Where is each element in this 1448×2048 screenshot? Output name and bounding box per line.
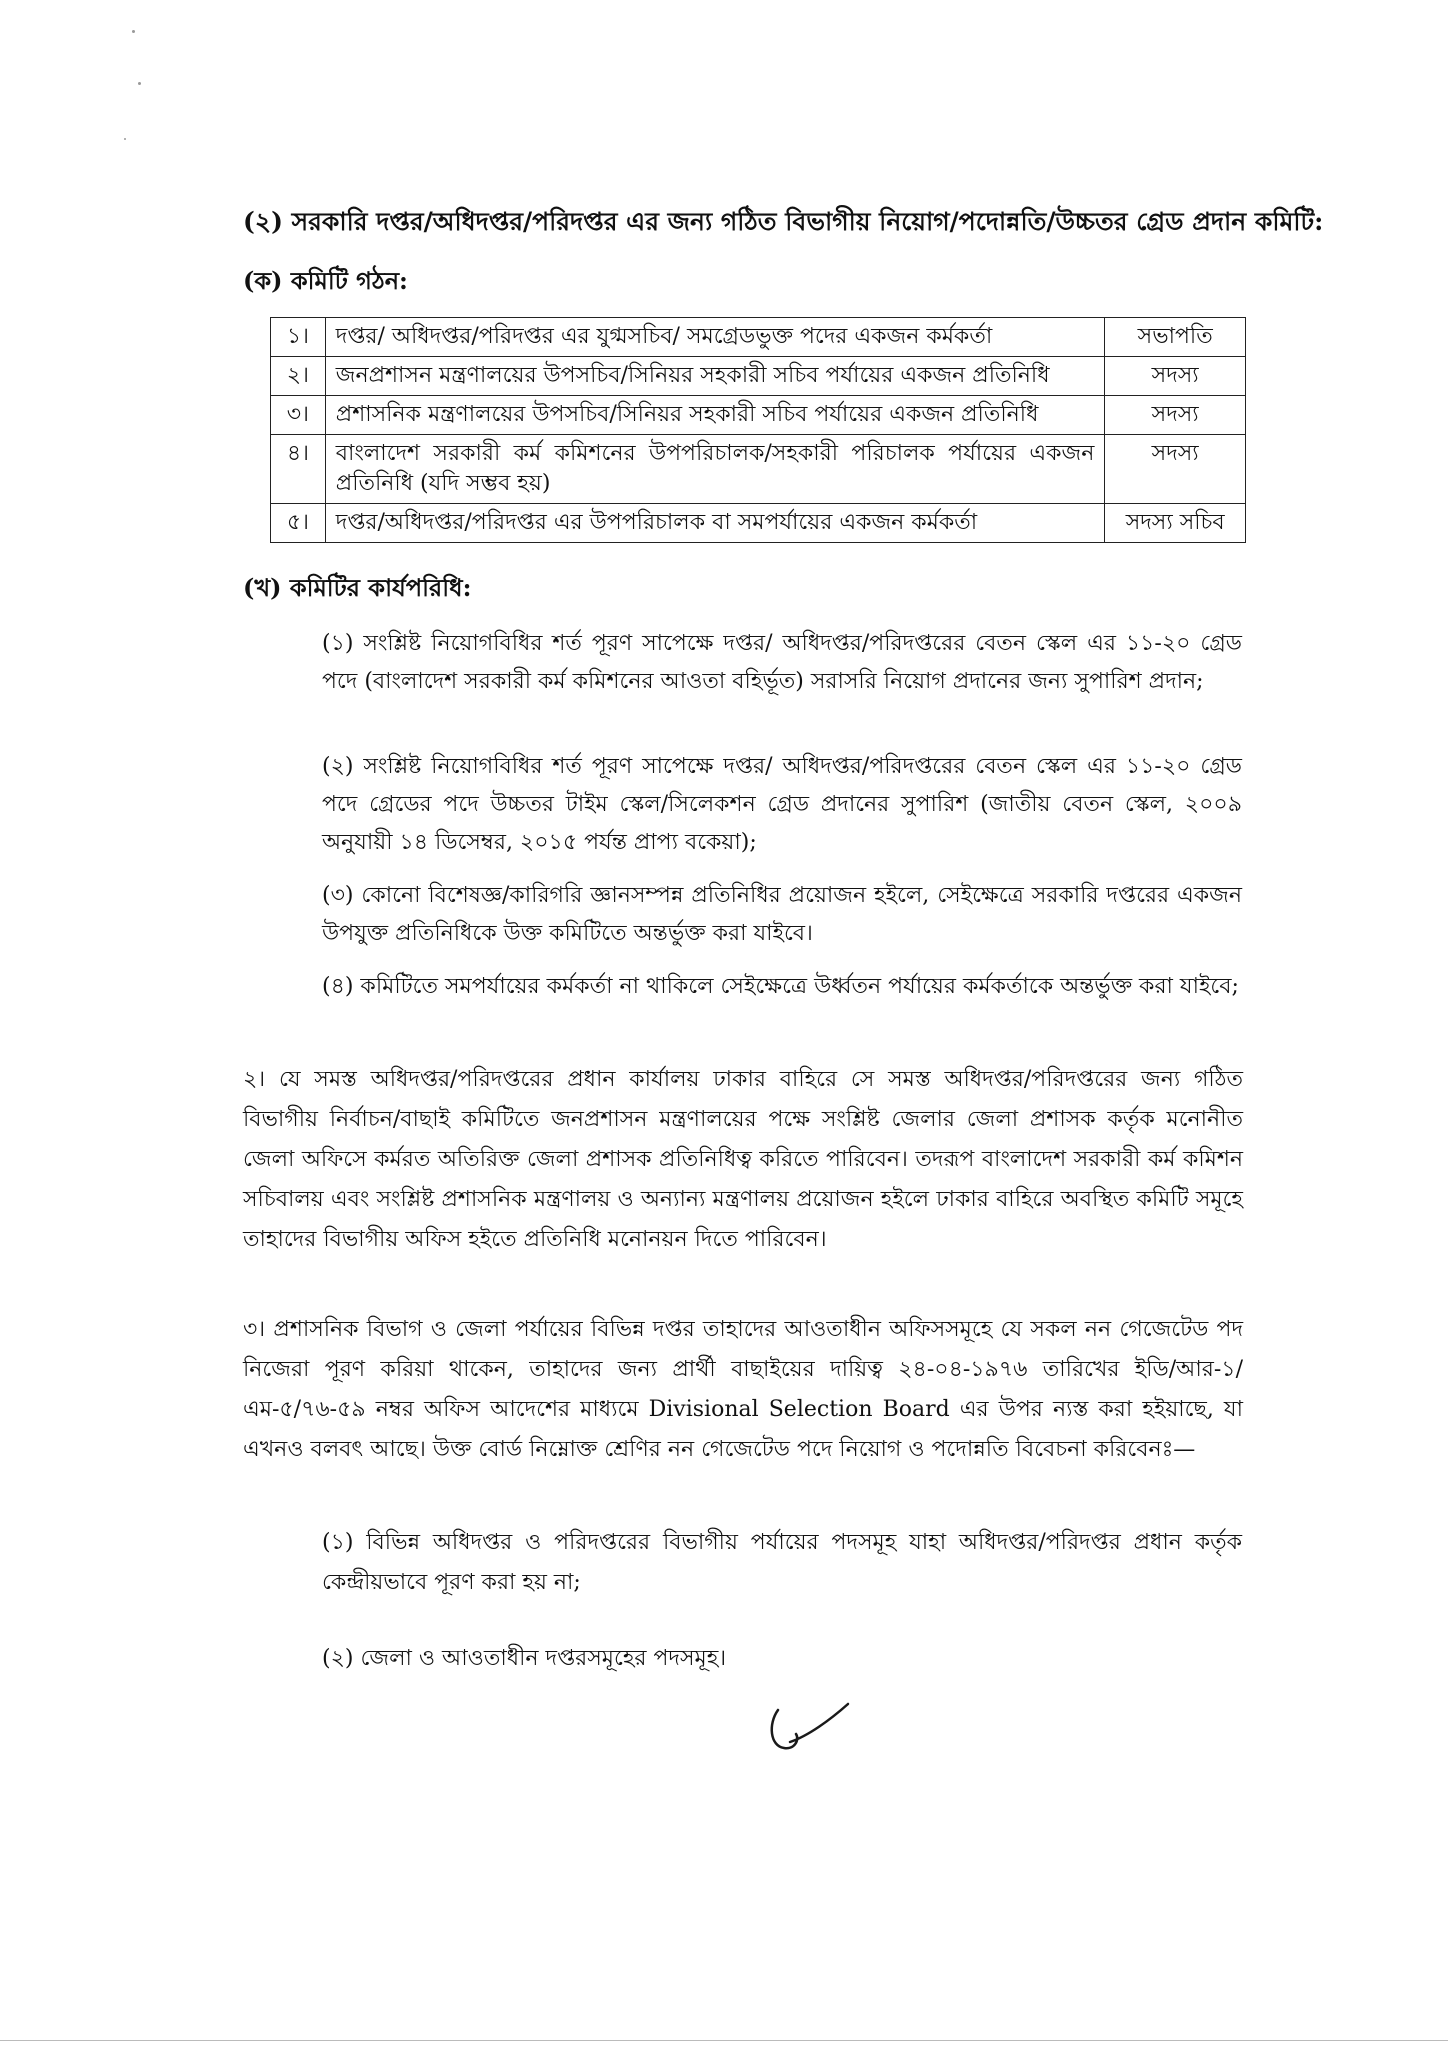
member-description: জনপ্রশাসন মন্ত্রণালয়ের উপসচিব/সিনিয়র সহকারী সচিব পর্যায়ের একজন প্রতিনিধি — [325, 357, 1105, 396]
member-role: সভাপতি — [1105, 318, 1246, 357]
member-role: সদস্য — [1105, 357, 1246, 396]
member-role: সদস্য — [1105, 396, 1246, 435]
scope-item: (৪) কমিটিতে সমপর্যায়ের কর্মকর্তা না থাকিলে সেইক্ষেত্রে উর্ধ্বতন পর্যায়ের কর্মকর্তাকে অন্তর্ভুক্ত করা যাইবে; — [322, 974, 1239, 999]
row-number: ১। — [271, 318, 326, 357]
scan-speck — [132, 30, 135, 33]
scope-item: (১) সংশ্লিষ্ট নিয়োগবিধির শর্ত পূরণ সাপেক্ষে দপ্তর/ অধিদপ্তর/পরিদপ্তরের বেতন স্কেল এর ১১-২০ গ্রেড পদে (বাংলাদেশ সরকারী কর্ম কমিশনের আওতা বহির্ভূত) সরাসরি নিয়োগ প্রদানের জন্য সুপারিশ প্রদান; — [322, 631, 1242, 694]
table-row — [271, 504, 1246, 543]
table-row — [271, 357, 1246, 396]
member-description: বাংলাদেশ সরকারী কর্ম কমিশনের উপপরিচালক/সহকারী পরিচালক পর্যায়ের একজন প্রতিনিধি (যদি সম্ভব হয়) — [325, 435, 1105, 504]
member-role: সদস্য সচিব — [1105, 504, 1246, 543]
signature-mark — [760, 1690, 860, 1760]
scan-speck — [138, 82, 141, 85]
row-number: ২। — [271, 357, 326, 396]
table-row — [271, 318, 1246, 357]
committee-scope-title: (খ) কমিটির কার্যপরিধি: — [243, 573, 472, 602]
board-scope-item: (২) জেলা ও আওতাধীন দপ্তরসমূহের পদসমূহ। — [322, 1646, 727, 1671]
row-number: ৪। — [271, 435, 326, 504]
section-heading: (২) সরকারি দপ্তর/অধিদপ্তর/পরিদপ্তর এর জন্য গঠিত বিভাগীয় নিয়োগ/পদোন্নতি/উচ্চতর গ্রেড প্রদান কমিটি: — [243, 207, 1324, 236]
table-row — [271, 435, 1246, 504]
table-row — [271, 396, 1246, 435]
member-description: দপ্তর/ অধিদপ্তর/পরিদপ্তর এর যুগ্মসচিব/ সমগ্রেডভুক্ত পদের একজন কর্মকর্তা — [325, 318, 1105, 357]
paragraph-2: ২। যে সমস্ত অধিদপ্তর/পরিদপ্তরের প্রধান কার্যালয় ঢাকার বাহিরে সে সমস্ত অধিদপ্তর/পরিদপ্তরের জন্য গঠিত বিভাগীয় নির্বাচন/বাছাই কমিটিতে জনপ্রশাসন মন্ত্রণালয়ের পক্ষে সংশ্লিষ্ট জেলার জেলা প্রশাসক কর্তৃক মনোনীত জেলা অফিসে কর্মরত অতিরিক্ত জেলা প্রশাসক প্রতিনিধিত্ব করিতে পারিবেন। তদরূপ বাংলাদেশ সরকারী কর্ম কমিশন সচিবালয় এবং সংশ্লিষ্ট প্রশাসনিক মন্ত্রণালয় ও অন্যান্য মন্ত্রণালয় প্রয়োজন হইলে ঢাকার বাহিরে অবস্থিত কমিটি সমূহে তাহাদের বিভাগীয় অফিস হইতে প্রতিনিধি মনোনয়ন দিতে পারিবেন। — [243, 1067, 1243, 1252]
committee-table — [270, 317, 1246, 543]
member-description: প্রশাসনিক মন্ত্রণালয়ের উপসচিব/সিনিয়র সহকারী সচিব পর্যায়ের একজন প্রতিনিধি — [325, 396, 1105, 435]
committee-formation-title: (ক) কমিটি গঠন: — [243, 266, 408, 295]
row-number: ৩। — [271, 396, 326, 435]
board-scope-item: (১) বিভিন্ন অধিদপ্তর ও পরিদপ্তরের বিভাগীয় পর্যায়ের পদসমূহ যাহা অধিদপ্তর/পরিদপ্তর প্রধান কর্তৃক কেন্দ্রীয়ভাবে পূরণ করা হয় না; — [322, 1530, 1242, 1595]
member-description: দপ্তর/অধিদপ্তর/পরিদপ্তর এর উপপরিচালক বা সমপর্যায়ের একজন কর্মকর্তা — [325, 504, 1105, 543]
scope-item: (৩) কোনো বিশেষজ্ঞ/কারিগরি জ্ঞানসম্পন্ন প্রতিনিধির প্রয়োজন হইলে, সেইক্ষেত্রে সরকারি দপ্তরের একজন উপযুক্ত প্রতিনিধিকে উক্ত কমিটিতে অন্তর্ভুক্ত করা যাইবে। — [322, 883, 1242, 946]
member-role: সদস্য — [1105, 435, 1246, 504]
scope-item: (২) সংশ্লিষ্ট নিয়োগবিধির শর্ত পূরণ সাপেক্ষে দপ্তর/ অধিদপ্তর/পরিদপ্তরের বেতন স্কেল এর ১১-২০ গ্রেড পদে গ্রেডের পদে উচ্চতর টাইম স্কেল/সিলেকশন গ্রেড প্রদানের সুপারিশ (জাতীয় বেতন স্কেল, ২০০৯ অনুযায়ী ১৪ ডিসেম্বর, ২০১৫ পর্যন্ত প্রাপ্য বকেয়া); — [322, 754, 1242, 855]
paragraph-3: ৩। প্রশাসনিক বিভাগ ও জেলা পর্যায়ের বিভিন্ন দপ্তর তাহাদের আওতাধীন অফিসসমূহে যে সকল নন গেজেটেড পদ নিজেরা পূরণ করিয়া থাকেন, তাহাদের জন্য প্রার্থী বাছাইয়ের দায়িত্ব ২৪-০৪-১৯৭৬ তারিখের ইডি/আর-১/এম-৫/৭৬-৫৯ নম্বর অফিস আদেশের মাধ্যমে Divisional Selection Board এর উপর ন্যস্ত করা হইয়াছে, যা এখনও বলবৎ আছে। উক্ত বোর্ড নিম্নোক্ত শ্রেণির নন গেজেটেড পদে নিয়োগ ও পদোন্নতি বিবেচনা করিবেনঃ— — [243, 1317, 1243, 1462]
row-number: ৫। — [271, 504, 326, 543]
scan-speck — [124, 138, 126, 140]
scan-edge-line — [0, 2040, 1448, 2041]
